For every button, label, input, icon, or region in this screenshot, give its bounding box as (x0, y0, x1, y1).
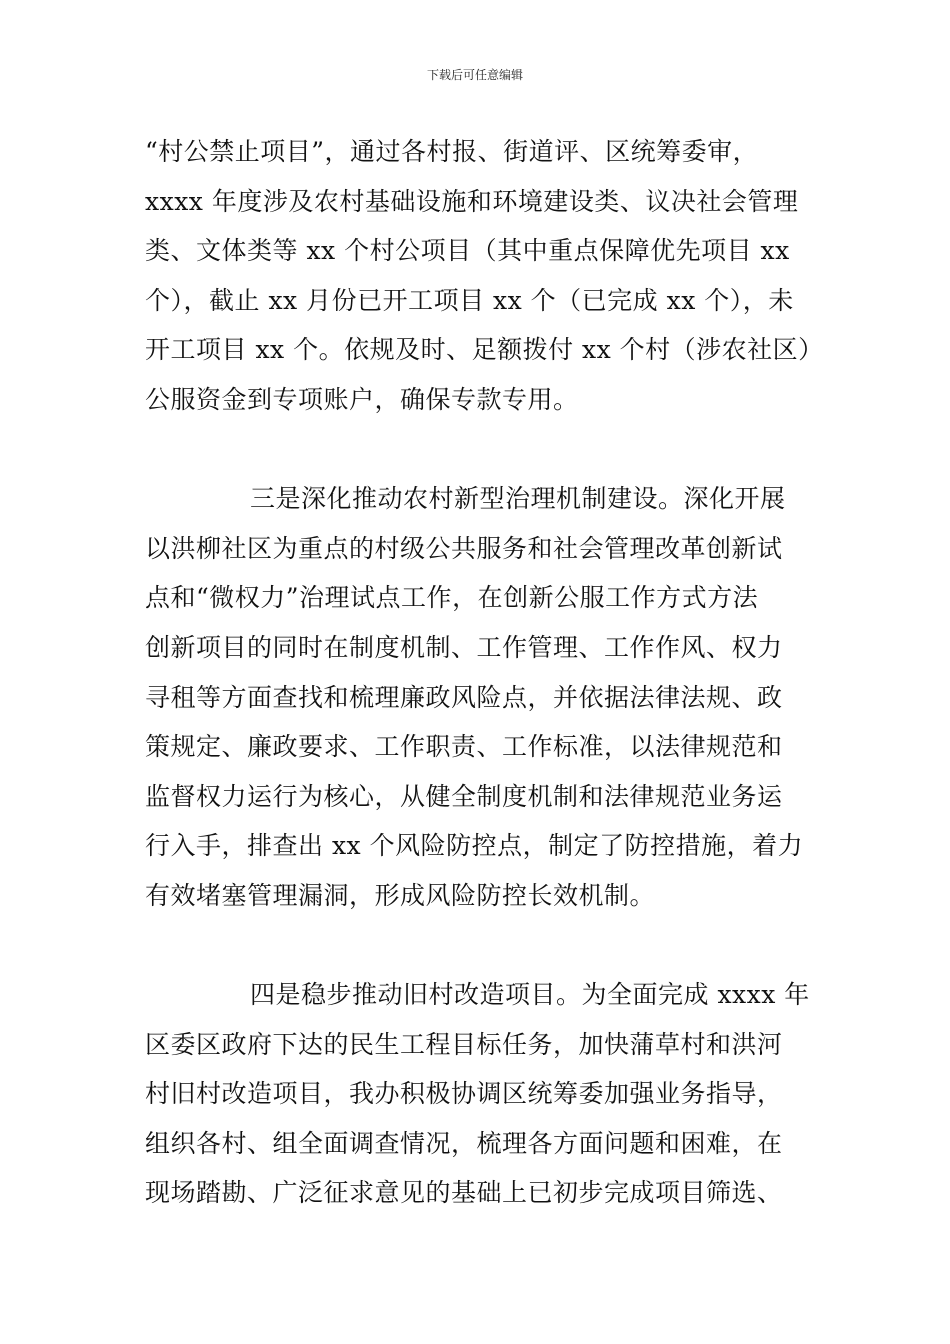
paragraph-line: 区委区政府下达的民生工程目标任务，加快蒲草村和洪河 (145, 1029, 783, 1059)
paragraph-3 (145, 970, 810, 1218)
paragraph-line: “村公禁止项目”，通过各村报、街道评、区统筹委审， (145, 137, 759, 166)
paragraph-line: xxxx 年度涉及农村基础设施和环境建设类、议决社会管理 (145, 186, 799, 216)
paragraph-line: 寻租等方面查找和梳理廉政风险点，并依据法律法规、政 (145, 682, 783, 712)
paragraph-line: 创新项目的同时在制度机制、工作管理、工作作风、权力 (145, 632, 783, 662)
paragraph-line: 现场踏勘、广泛征求意见的基础上已初步完成项目筛选、 (145, 1178, 783, 1208)
paragraph-spacer (145, 425, 810, 475)
paragraph-first-line: 四是稳步推动旧村改造项目。为全面完成 xxxx 年 (250, 980, 810, 1010)
paragraph-line: 公服资金到专项账户，确保专款专用。 (145, 384, 579, 414)
paragraph-line: 策规定、廉政要求、工作职责、工作标准，以法律规范和 (145, 732, 783, 762)
paragraph-line: 有效堵塞管理漏洞，形成风险防控长效机制。 (145, 880, 656, 910)
paragraph-spacer (145, 921, 810, 971)
paragraph-2 (145, 474, 810, 920)
page-header: 下载后可任意编辑 (426, 68, 523, 82)
paragraph-line: 开工项目 xx 个。依规及时、足额拨付 xx 个村（涉农社区） (145, 335, 824, 365)
paragraph-line: 点和“微权力”治理试点工作，在创新公服工作方式方法 (145, 583, 759, 613)
paragraph-line: 类、文体类等 xx 个村公项目（其中重点保障优先项目 xx (145, 236, 790, 266)
paragraph-line: 组织各村、组全面调查情况，梳理各方面问题和困难，在 (145, 1128, 783, 1158)
document-body (145, 127, 824, 1218)
paragraph-first-line: 三是深化推动农村新型治理机制建设。深化开展 (250, 484, 786, 514)
paragraph-line: 监督权力运行为核心，从健全制度机制和法律规范业务运 (145, 781, 783, 811)
paragraph-line: 村旧村改造项目，我办积极协调区统筹委加强业务指导， (145, 1079, 783, 1109)
paragraph-line: 以洪柳社区为重点的村级公共服务和社会管理改革创新试 (145, 533, 783, 563)
paragraph-line: 个），截止 xx 月份已开工项目 xx 个（已完成 xx 个），未 (145, 285, 794, 315)
paragraph-1 (145, 127, 824, 425)
paragraph-line: 行入手，排查出 xx 个风险防控点，制定了防控措施，着力 (145, 831, 804, 861)
